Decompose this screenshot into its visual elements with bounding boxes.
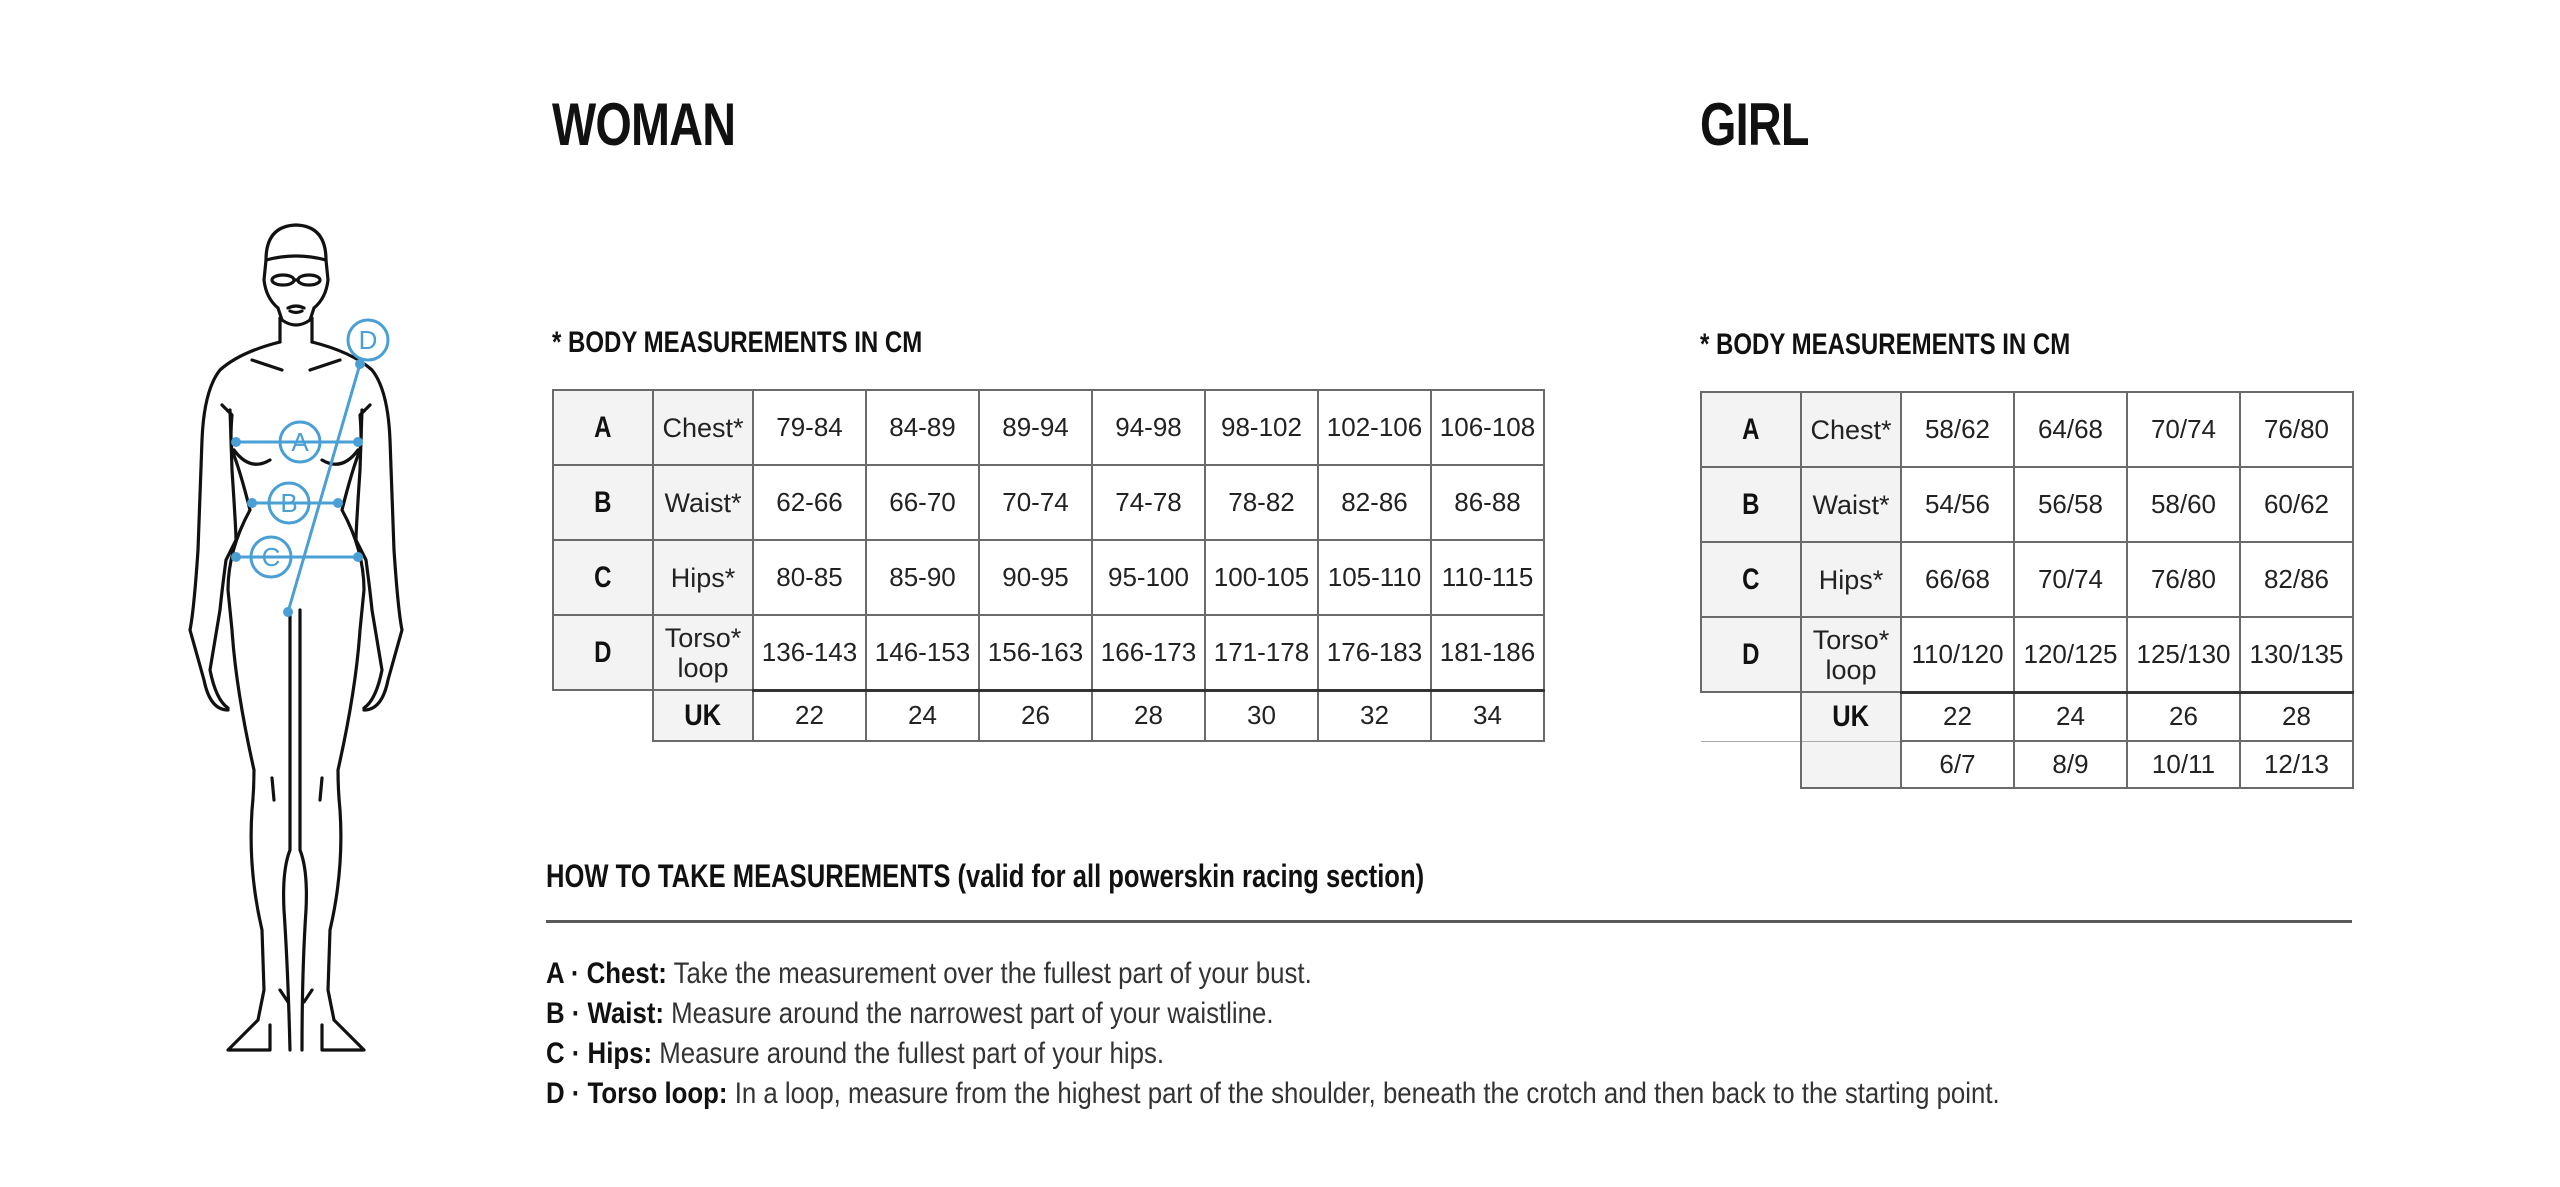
section-divider xyxy=(546,920,2352,923)
row-label: Waist* xyxy=(1801,467,1901,542)
girl-subtitle: * BODY MEASUREMENTS IN CM xyxy=(1700,328,2071,361)
uk-size-cell: 28 xyxy=(1092,690,1205,741)
table-cell: 66/68 xyxy=(1901,542,2014,617)
table-row xyxy=(1701,617,2353,692)
marker-d: D xyxy=(358,325,378,355)
woman-size-table xyxy=(552,389,1545,742)
table-cell: 85-90 xyxy=(866,540,979,615)
instruction-waist xyxy=(546,997,1273,1031)
table-row xyxy=(1701,542,2353,617)
row-label: Chest* xyxy=(653,390,753,465)
uk-size-cell: 24 xyxy=(866,690,979,741)
row-letter: D xyxy=(553,615,653,690)
instruction-hips xyxy=(546,1037,1164,1071)
table-cell: 74-78 xyxy=(1092,465,1205,540)
row-letter: A xyxy=(553,390,653,465)
table-cell: 94-98 xyxy=(1092,390,1205,465)
table-cell: 78-82 xyxy=(1205,465,1318,540)
uk-size-cell: 24 xyxy=(2014,692,2127,741)
table-cell: 70/74 xyxy=(2127,392,2240,467)
table-row xyxy=(553,390,1544,465)
marker-c: C xyxy=(261,542,281,572)
howto-title: HOW TO TAKE MEASUREMENTS (valid for all powerskin racing section) xyxy=(546,858,1425,894)
table-cell: 70-74 xyxy=(979,465,1092,540)
table-cell: 110-115 xyxy=(1431,540,1544,615)
table-cell: 86-88 xyxy=(1431,465,1544,540)
uk-size-cell: 22 xyxy=(753,690,866,741)
uk-label: UK xyxy=(653,690,753,741)
uk-size-cell: 22 xyxy=(1901,692,2014,741)
age-label-empty xyxy=(1801,741,1901,788)
table-cell: 76/80 xyxy=(2127,542,2240,617)
table-cell: 90-95 xyxy=(979,540,1092,615)
table-cell: 130/135 xyxy=(2240,617,2353,692)
row-letter: A xyxy=(1701,392,1801,467)
table-cell: 80-85 xyxy=(753,540,866,615)
table-row xyxy=(1701,467,2353,542)
table-cell: 54/56 xyxy=(1901,467,2014,542)
table-cell: 64/68 xyxy=(2014,392,2127,467)
instruction-key: A · Chest: xyxy=(546,957,667,990)
table-cell: 106-108 xyxy=(1431,390,1544,465)
uk-label: UK xyxy=(1801,692,1901,741)
table-cell: 100-105 xyxy=(1205,540,1318,615)
instruction-chest xyxy=(546,957,1312,991)
uk-size-cell: 26 xyxy=(979,690,1092,741)
blank-cell xyxy=(1701,741,1801,788)
age-cell: 12/13 xyxy=(2240,741,2353,788)
table-cell: 62-66 xyxy=(753,465,866,540)
table-cell: 102-106 xyxy=(1318,390,1431,465)
row-label: Hips* xyxy=(1801,542,1901,617)
instruction-text: Take the measurement over the fullest part of your bust. xyxy=(666,957,1312,990)
girl-size-table xyxy=(1700,391,2354,789)
table-cell: 89-94 xyxy=(979,390,1092,465)
body-measurement-figure xyxy=(170,210,430,1130)
table-cell: 136-143 xyxy=(753,615,866,690)
table-cell: 56/58 xyxy=(2014,467,2127,542)
row-letter: B xyxy=(1701,467,1801,542)
uk-size-cell: 34 xyxy=(1431,690,1544,741)
instruction-key: B · Waist: xyxy=(546,997,665,1030)
table-cell: 176-183 xyxy=(1318,615,1431,690)
woman-title: WOMAN xyxy=(552,91,736,158)
age-cell: 10/11 xyxy=(2127,741,2240,788)
table-row xyxy=(1701,392,2353,467)
instruction-key: C · Hips: xyxy=(546,1037,653,1070)
blank-cell xyxy=(1701,692,1801,741)
table-cell: 66-70 xyxy=(866,465,979,540)
table-cell: 98-102 xyxy=(1205,390,1318,465)
table-cell: 156-163 xyxy=(979,615,1092,690)
table-cell: 146-153 xyxy=(866,615,979,690)
age-cell: 6/7 xyxy=(1901,741,2014,788)
table-cell: 181-186 xyxy=(1431,615,1544,690)
row-label: Hips* xyxy=(653,540,753,615)
row-label: Chest* xyxy=(1801,392,1901,467)
table-row xyxy=(553,615,1544,690)
row-label: Waist* xyxy=(653,465,753,540)
table-cell: 171-178 xyxy=(1205,615,1318,690)
age-cell: 8/9 xyxy=(2014,741,2127,788)
instruction-text: Measure around the fullest part of your hips. xyxy=(652,1037,1165,1070)
table-cell: 110/120 xyxy=(1901,617,2014,692)
uk-size-cell: 26 xyxy=(2127,692,2240,741)
table-cell: 82/86 xyxy=(2240,542,2353,617)
uk-size-row xyxy=(553,690,1544,741)
row-letter: D xyxy=(1701,617,1801,692)
table-cell: 60/62 xyxy=(2240,467,2353,542)
table-cell: 58/62 xyxy=(1901,392,2014,467)
uk-size-cell: 32 xyxy=(1318,690,1431,741)
table-cell: 84-89 xyxy=(866,390,979,465)
row-letter: C xyxy=(553,540,653,615)
table-cell: 95-100 xyxy=(1092,540,1205,615)
marker-b: B xyxy=(280,488,298,518)
table-row xyxy=(553,540,1544,615)
marker-a: A xyxy=(291,427,309,457)
girl-title: GIRL xyxy=(1700,91,1809,158)
blank-cell xyxy=(553,690,653,741)
uk-size-row xyxy=(1701,692,2353,741)
age-row xyxy=(1701,741,2353,788)
row-letter: B xyxy=(553,465,653,540)
table-cell: 120/125 xyxy=(2014,617,2127,692)
uk-size-cell: 28 xyxy=(2240,692,2353,741)
table-cell: 58/60 xyxy=(2127,467,2240,542)
table-cell: 76/80 xyxy=(2240,392,2353,467)
row-label: Torso* loop xyxy=(653,615,753,690)
table-cell: 82-86 xyxy=(1318,465,1431,540)
table-cell: 125/130 xyxy=(2127,617,2240,692)
instruction-key: D · Torso loop: xyxy=(546,1077,728,1110)
table-cell: 166-173 xyxy=(1092,615,1205,690)
woman-subtitle: * BODY MEASUREMENTS IN CM xyxy=(552,326,923,359)
instruction-text: Measure around the narrowest part of your waistline. xyxy=(664,997,1274,1030)
table-cell: 79-84 xyxy=(753,390,866,465)
table-cell: 70/74 xyxy=(2014,542,2127,617)
table-cell: 105-110 xyxy=(1318,540,1431,615)
table-row xyxy=(553,465,1544,540)
row-letter: C xyxy=(1701,542,1801,617)
row-label: Torso* loop xyxy=(1801,617,1901,692)
instruction-torso-loop xyxy=(546,1077,2000,1111)
instruction-text: In a loop, measure from the highest part of the shoulder, beneath the crotch and then back to the starting point. xyxy=(727,1077,2000,1110)
uk-size-cell: 30 xyxy=(1205,690,1318,741)
